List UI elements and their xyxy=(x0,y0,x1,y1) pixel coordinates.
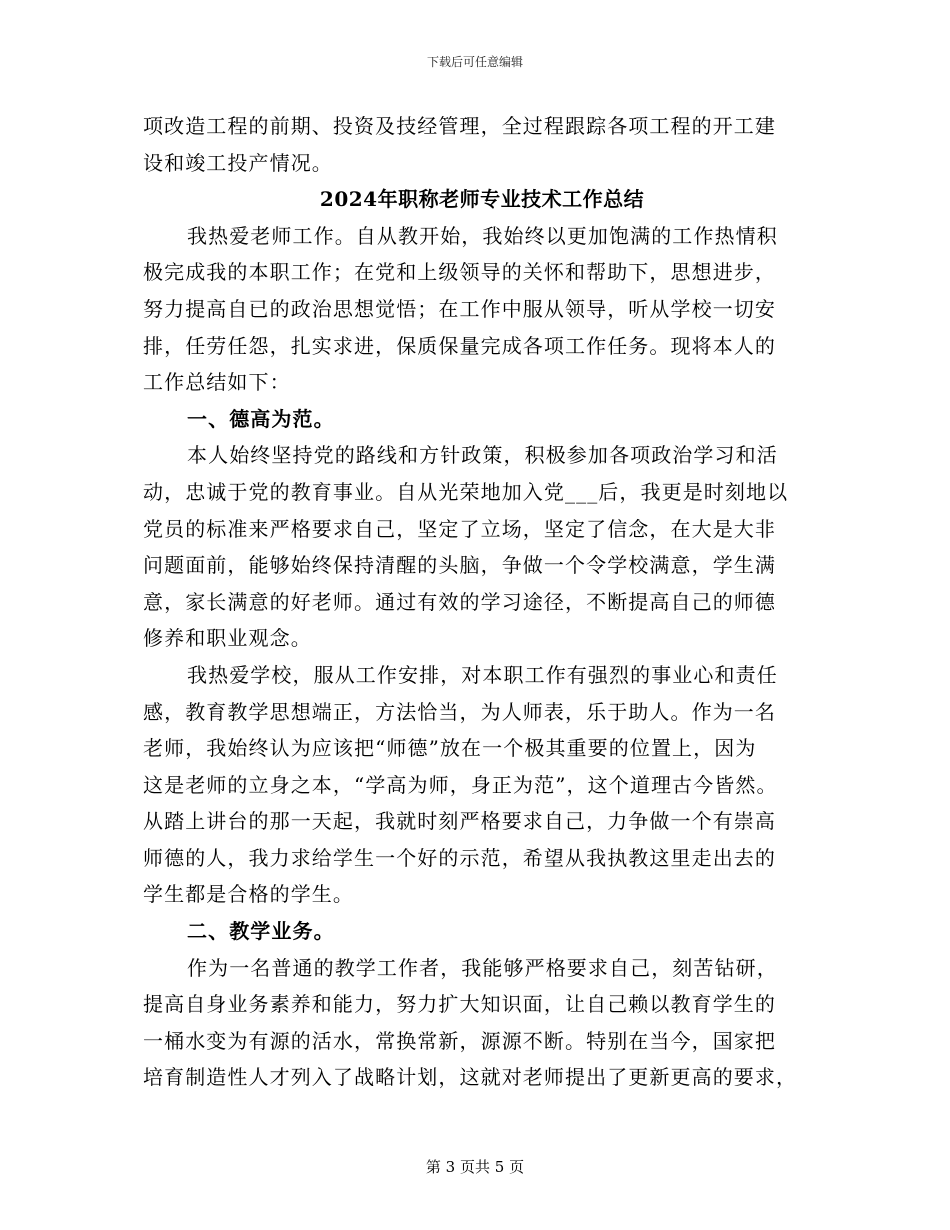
body-line: 一桶水变为有源的活水，常换常新，源源不断。特别在当今，国家把 xyxy=(143,1028,776,1053)
body-line: 培育制造性人才列入了战略计划，这就对老师提出了更新更高的要求， xyxy=(143,1065,798,1090)
body-line: 排，任劳任怨，扎实求进，保质保量完成各项工作任务。现将本人的 xyxy=(143,333,776,358)
page-footer-number: 第 3 页共 5 页 xyxy=(425,1158,525,1176)
section-heading-1: 一、德高为范。 xyxy=(187,406,335,431)
body-line: 这是老师的立身之本，“学高为师，身正为范”，这个道理古今皆然。 xyxy=(143,772,778,797)
body-line: 感，教育教学思想端正，方法恰当，为人师表，乐于助人。作为一名 xyxy=(143,699,776,724)
body-line: 从踏上讲台的那一天起，我就时刻严格要求自己，力争做一个有崇高 xyxy=(143,809,776,834)
section-heading-2: 二、教学业务。 xyxy=(187,919,335,944)
paragraph-first-line: 我热爱老师工作。自从教开始，我始终以更加饱满的工作热情积 xyxy=(187,223,778,248)
body-line: 问题面前，能够始终保持清醒的头脑，争做一个令学校满意，学生满 xyxy=(143,553,776,578)
body-line: 设和竣工投产情况。 xyxy=(143,150,333,175)
body-line: 师德的人，我力求给学生一个好的示范，希望从我执教这里走出去的 xyxy=(143,845,776,870)
body-line: 修养和职业观念。 xyxy=(143,626,312,651)
body-line: 动，忠诚于党的教育事业。自从光荣地加入党___后，我更是时刻地以 xyxy=(143,479,789,504)
page-header-note: 下载后可任意编辑 xyxy=(426,55,523,69)
body-line: 提高自身业务素养和能力，努力扩大知识面，让自己赖以教育学生的 xyxy=(143,992,776,1017)
paragraph-first-line: 本人始终坚持党的路线和方针政策，积极参加各项政治学习和活 xyxy=(187,443,778,468)
body-line: 学生都是合格的学生。 xyxy=(143,882,354,907)
paragraph-first-line: 我热爱学校，服从工作安排，对本职工作有强烈的事业心和责任 xyxy=(187,662,778,687)
body-line: 极完成我的本职工作；在党和上级领导的关怀和帮助下，思想进步， xyxy=(143,260,776,285)
body-line: 老师，我始终认为应该把“师德”放在一个极其重要的位置上，因为 xyxy=(143,736,757,761)
body-line: 党员的标准来严格要求自己，坚定了立场，坚定了信念，在大是大非 xyxy=(143,516,776,541)
body-line: 意，家长满意的好老师。通过有效的学习途径，不断提高自己的师德 xyxy=(143,589,776,614)
document-body xyxy=(143,108,811,1096)
body-line: 项改造工程的前期、投资及技经管理，全过程跟踪各项工程的开工建 xyxy=(143,114,776,138)
paragraph-first-line: 作为一名普通的教学工作者，我能够严格要求自己，刻苦钻研， xyxy=(187,955,778,980)
document-title: 2024年职称老师专业技术工作总结 xyxy=(319,187,645,212)
body-line: 努力提高自已的政治思想觉悟；在工作中服从领导，听从学校一切安 xyxy=(143,296,776,321)
body-line: 工作总结如下： xyxy=(143,370,291,395)
